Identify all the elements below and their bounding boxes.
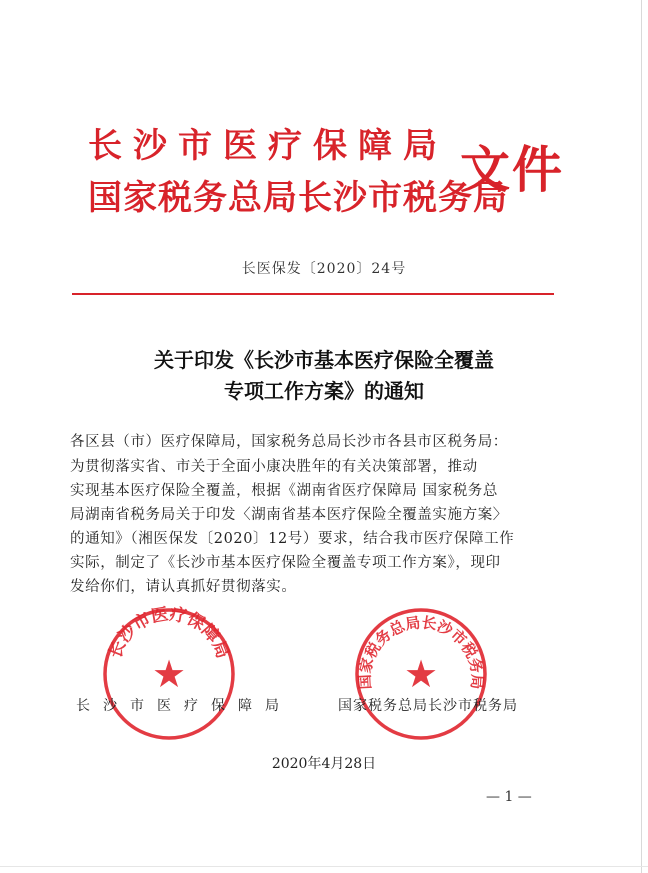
body-line: 的通知》（湘医保发〔2020〕12号）要求，结合我市医疗保障工作 <box>70 531 515 547</box>
left-seal-star: ★ <box>151 652 187 696</box>
page-number: — 1 — <box>486 789 532 805</box>
signature-left: 长沙市医疗保障局 <box>76 698 292 714</box>
body-line: 实际，制定了《长沙市基本医疗保险全覆盖专项工作方案》，现印 <box>70 555 501 571</box>
document-title-line-2: 专项工作方案》的通知 <box>224 379 424 403</box>
body-line: 发给你们，请认真抓好贯彻落实。 <box>70 579 297 595</box>
document-title-line-1: 关于印发《长沙市基本医疗保险全覆盖 <box>154 348 494 372</box>
body-line: 局湖南省税务局关于印发〈湖南省基本医疗保险全覆盖实施方案〉 <box>70 507 508 523</box>
body-line: 为贯彻落实省、市关于全面小康决胜年的有关决策部署，推动 <box>70 459 478 475</box>
body-line: 实现基本医疗保险全覆盖，根据《湖南省医疗保障局 国家税务总 <box>70 483 499 499</box>
issuer-line-2: 国家税务总局长沙市税务局 <box>88 178 508 218</box>
left-official-seal <box>100 605 238 743</box>
issue-date: 2020年4月28日 <box>271 756 377 772</box>
right-seal-text: 国家税务总局长沙市税务局 <box>355 613 487 690</box>
header-document-label: 文件 <box>460 140 564 199</box>
body-line: 各区县（市）医疗保障局，国家税务总局长沙市各县市区税务局： <box>70 434 508 450</box>
document-number: 长医保发〔2020〕24号 <box>241 261 407 277</box>
page-right-edge <box>641 0 642 873</box>
right-seal-star: ★ <box>403 652 439 696</box>
signature-right: 国家税务总局长沙市税务局 <box>338 698 518 714</box>
right-official-seal <box>352 605 490 743</box>
issuer-line-1: 长沙市医疗保障局 <box>88 126 448 166</box>
red-divider-line <box>72 293 554 295</box>
page-bottom-edge <box>0 866 648 867</box>
left-seal-text: 长沙市医疗保障局 <box>105 605 233 662</box>
